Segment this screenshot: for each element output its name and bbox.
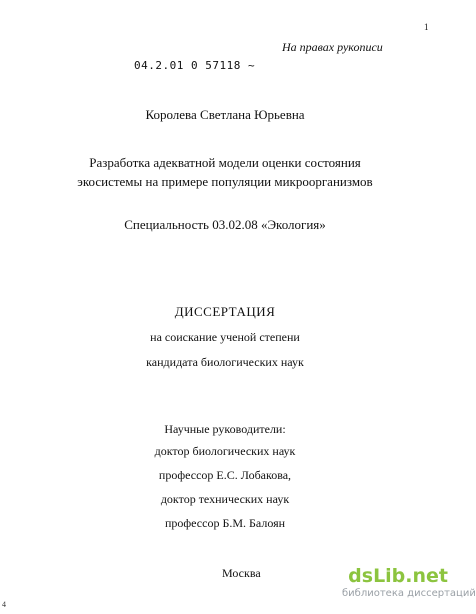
supervisors-heading: Научные руководители: bbox=[164, 422, 286, 436]
city: Москва bbox=[222, 566, 261, 580]
dissertation-heading: ДИССЕРТАЦИЯ bbox=[174, 304, 276, 319]
page-number: 1 bbox=[424, 22, 429, 32]
supervisor-2-title: доктор технических наук bbox=[160, 492, 290, 506]
watermark-subtitle: библиотека диссертаций bbox=[342, 588, 476, 599]
title-line-2: экосистемы на примере популяции микроорганизмов bbox=[77, 174, 373, 189]
author-name: Королева Светлана Юрьевна bbox=[145, 107, 305, 122]
watermark[interactable] bbox=[342, 565, 476, 600]
degree-line-2: кандидата биологических наук bbox=[146, 355, 304, 369]
code-stamp: 04.2.01 0 57118 ~ bbox=[134, 59, 256, 72]
corner-mark: 4 bbox=[2, 600, 6, 609]
rights-note: На правах рукописи bbox=[282, 40, 383, 54]
supervisor-1-name: профессор Е.С. Лобакова, bbox=[158, 468, 292, 482]
dissertation-title bbox=[0, 153, 450, 191]
title-line-1: Разработка адекватной модели оценки состояния bbox=[89, 155, 361, 170]
degree-line-1: на соискание ученой степени bbox=[150, 330, 300, 344]
supervisor-1-title: доктор биологических наук bbox=[154, 444, 296, 458]
specialty: Специальность 03.02.08 «Экология» bbox=[124, 217, 326, 232]
supervisor-2-name: профессор Б.М. Балоян bbox=[164, 516, 286, 530]
watermark-logo: dsLib.net bbox=[348, 565, 448, 587]
